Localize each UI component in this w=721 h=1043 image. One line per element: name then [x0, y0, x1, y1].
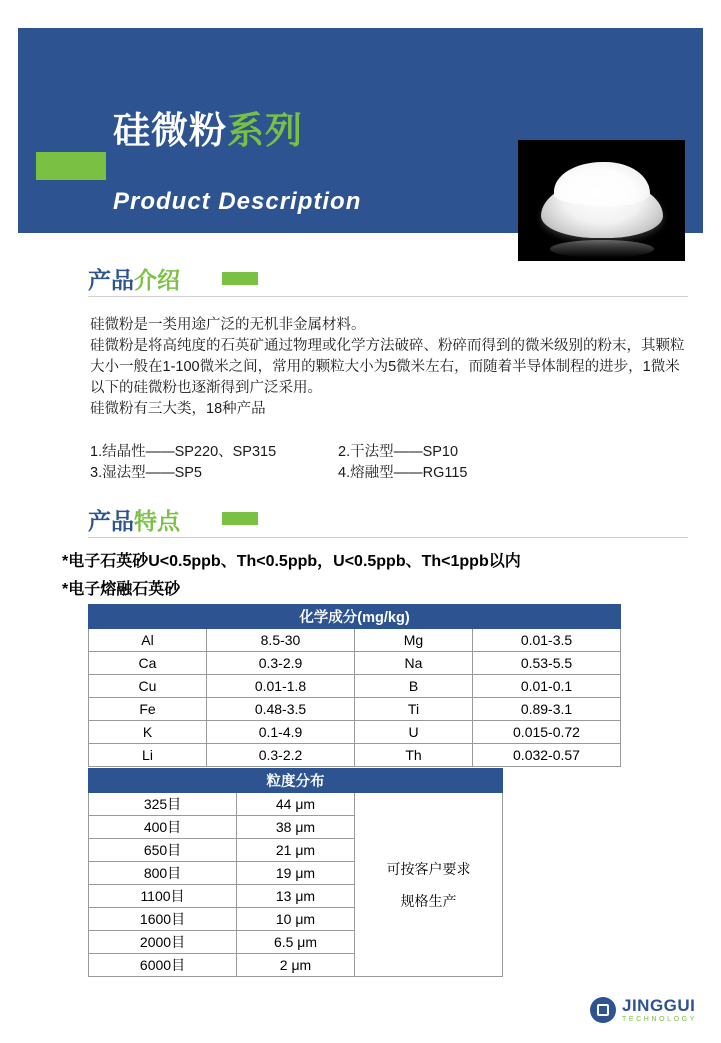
product-type-4: 4.熔融型——RG115: [338, 465, 468, 481]
table-header-row: [89, 605, 621, 629]
composition-table-wrapper: [88, 604, 621, 767]
mesh-value: 325目: [89, 793, 237, 816]
mesh-value: 400目: [89, 816, 237, 839]
product-type-row: [90, 463, 690, 484]
element-name: Ti: [355, 698, 473, 721]
feature-heading-bar: [222, 512, 258, 525]
element-name: Al: [89, 629, 207, 652]
table-header-row: [89, 769, 503, 793]
element-name: B: [355, 675, 473, 698]
custom-spec-note: [355, 793, 503, 977]
element-value: 8.5-30: [207, 629, 355, 652]
hero-product-photo: [518, 140, 685, 261]
feature-heading-part1: 产品: [88, 508, 134, 534]
page-title-main: 硅微粉: [113, 110, 227, 151]
element-name: Fe: [89, 698, 207, 721]
table-row: [89, 793, 503, 816]
mesh-value: 6000目: [89, 954, 237, 977]
mesh-value: 1600目: [89, 908, 237, 931]
mesh-value: 650目: [89, 839, 237, 862]
custom-spec-note-line2: 规格生产: [400, 892, 457, 909]
logo-company-tagline: TECHNOLOGY: [621, 1016, 697, 1023]
feature-line-2: *电子熔融石英砂: [62, 581, 181, 598]
element-name: Th: [355, 744, 473, 767]
intro-divider: [88, 296, 688, 297]
element-name: Na: [355, 652, 473, 675]
element-value: 0.032-0.57: [473, 744, 621, 767]
composition-table-title: 化学成分(mg/kg): [89, 605, 621, 629]
element-name: Cu: [89, 675, 207, 698]
feature-heading-part2: 特点: [134, 508, 180, 534]
logo-mark-icon: [590, 997, 616, 1023]
company-logo: [590, 997, 697, 1023]
composition-table: [88, 604, 621, 767]
size-value: 19 μm: [237, 862, 355, 885]
table-row: [89, 744, 621, 767]
feature-section-heading: [88, 503, 180, 536]
element-name: U: [355, 721, 473, 744]
size-value: 44 μm: [237, 793, 355, 816]
size-value: 2 μm: [237, 954, 355, 977]
product-type-row: [90, 442, 690, 463]
table-row: [89, 675, 621, 698]
product-type-list: [90, 442, 690, 484]
page-subtitle: Product Description: [113, 188, 362, 215]
intro-heading-part2: 介绍: [134, 267, 180, 293]
table-row: [89, 652, 621, 675]
product-type-3: 3.湿法型——SP5: [90, 465, 202, 481]
mesh-value: 800目: [89, 862, 237, 885]
intro-paragraph-2: 硅微粉是将高纯度的石英矿通过物理或化学方法破碎、粉碎而得到的微米级别的粉末，其颗粒大小一般在1-100微米之间，常用的颗粒大小为5微米左右，而随着半导体制程的进步，1微米以下的硅微粉也逐渐得到广泛采用。: [90, 338, 685, 396]
feature-line-1: *电子石英砂U<0.5ppb、Th<0.5ppb，U<0.5ppb、Th<1ppb以内: [62, 553, 521, 570]
intro-section-heading: [88, 262, 180, 295]
logo-text: [622, 997, 697, 1023]
element-name: K: [89, 721, 207, 744]
element-value: 0.53-5.5: [473, 652, 621, 675]
element-name: Ca: [89, 652, 207, 675]
element-value: 0.3-2.9: [207, 652, 355, 675]
element-value: 0.01-1.8: [207, 675, 355, 698]
particle-table-wrapper: [88, 768, 503, 977]
size-value: 6.5 μm: [237, 931, 355, 954]
size-value: 21 μm: [237, 839, 355, 862]
element-value: 0.3-2.2: [207, 744, 355, 767]
page-title-accent: 系列: [227, 110, 303, 151]
size-value: 10 μm: [237, 908, 355, 931]
intro-heading-bar: [222, 272, 258, 285]
element-value: 0.01-0.1: [473, 675, 621, 698]
green-accent-tab: [36, 152, 106, 180]
mesh-value: 2000目: [89, 931, 237, 954]
element-name: Li: [89, 744, 207, 767]
intro-heading-part1: 产品: [88, 267, 134, 293]
product-type-2: 2.干法型——SP10: [338, 444, 459, 460]
element-value: 0.48-3.5: [207, 698, 355, 721]
size-value: 38 μm: [237, 816, 355, 839]
element-value: 0.01-3.5: [473, 629, 621, 652]
table-row: [89, 629, 621, 652]
size-value: 13 μm: [237, 885, 355, 908]
custom-spec-note-line1: 可按客户要求: [386, 860, 471, 877]
element-value: 0.1-4.9: [207, 721, 355, 744]
element-name: Mg: [355, 629, 473, 652]
intro-paragraph-1: 硅微粉是一类用途广泛的无机非金属材料。: [90, 317, 366, 333]
element-value: 0.015-0.72: [473, 721, 621, 744]
intro-paragraphs: [90, 315, 690, 420]
intro-paragraph-3: 硅微粉有三大类，18种产品: [90, 401, 266, 417]
logo-company-name: JINGGUI: [621, 996, 696, 1015]
mesh-value: 1100目: [89, 885, 237, 908]
particle-size-table: [88, 768, 503, 977]
page-title: [113, 100, 303, 154]
powder-heap-shape: [554, 162, 650, 206]
element-value: 0.89-3.1: [473, 698, 621, 721]
table-row: [89, 698, 621, 721]
table-row: [89, 721, 621, 744]
particle-table-title: 粒度分布: [89, 769, 503, 793]
product-type-1: 1.结晶性——SP220、SP315: [90, 444, 277, 460]
powder-reflection-shape: [550, 240, 654, 258]
header-banner: [18, 28, 703, 233]
feature-divider: [88, 537, 688, 538]
